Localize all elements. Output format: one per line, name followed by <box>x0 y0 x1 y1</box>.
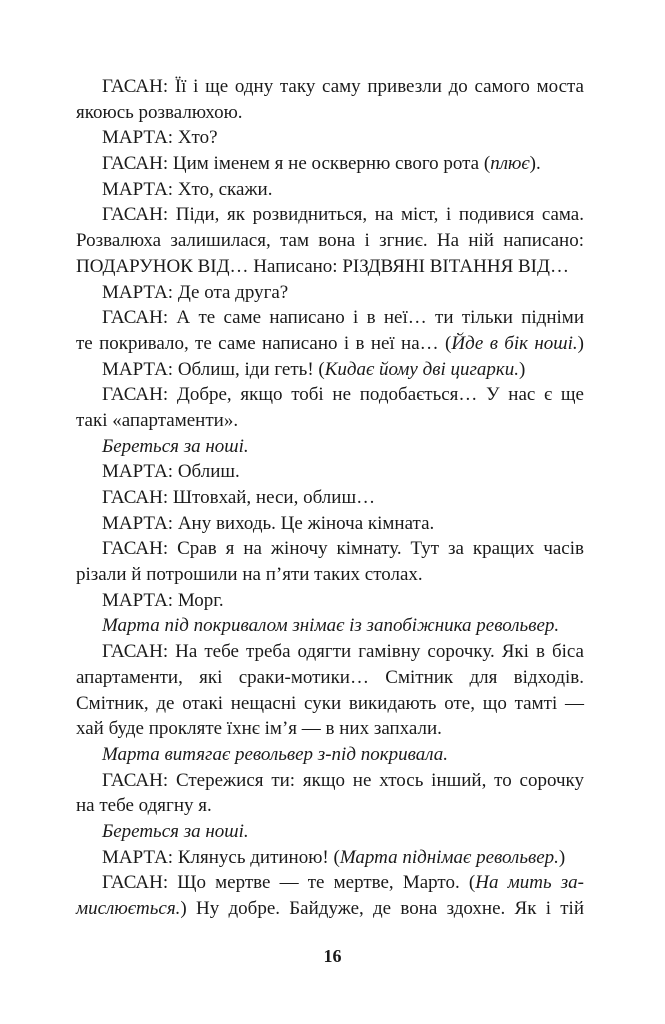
text-line: МАРТА: Хто? <box>102 127 218 149</box>
text-line: МАРТА: Ану виходь. Це жіноча кімната. <box>102 512 435 534</box>
text-line: ГАСАН: Цим іменем я не оскверню свого рота (плює). <box>102 153 541 175</box>
text-line: ГАСАН: Добре, якщо тобі не подобається… У нас є ще <box>102 384 584 406</box>
text-line: апартаменти, які сраки-мотики… Смітник для відходів. <box>76 666 584 688</box>
text-line: ГАСАН: А те саме написано і в неї… ти тільки підніми <box>102 307 584 329</box>
text-line: на тебе одягну я. <box>76 795 212 817</box>
text-line: те покривало, те саме написано і в неї на… (Йде в бік ноші.) <box>76 332 584 354</box>
text-line: МАРТА: Хто, скажи. <box>102 178 273 200</box>
text-line: ГАСАН: Штовхай, неси, облиш… <box>102 487 376 508</box>
text-line: такі «апартаменти». <box>76 409 239 431</box>
stage-direction: Береться за ноші. <box>102 820 249 842</box>
text-line: Розвалюха залишилася, там вона і згниє. На ній написано: <box>76 230 584 252</box>
page-text <box>76 74 584 922</box>
text-line: МАРТА: Клянусь дитиною! (Марта піднімає револьвер.) <box>102 846 566 868</box>
text-line: ГАСАН: Срав я на жіночу кімнату. Тут за кращих часів <box>102 538 584 560</box>
text-line: ПОДАРУНОК ВІД… Написано: РІЗДВЯНІ ВІТАННЯ ВІД… <box>76 255 569 277</box>
text-line: якоюсь розвалюхою. <box>76 101 243 123</box>
text-line: МАРТА: Облиш. <box>102 461 240 483</box>
stage-direction: Марта під покривалом знімає із запобіжника револьвер. <box>102 615 560 637</box>
text-line: різали й потрошили на п’яти таких столах. <box>76 564 423 586</box>
text-line: ГАСАН: Що мертве — те мертве, Марто. (На мить за- <box>102 872 584 894</box>
text-line: МАРТА: Морг. <box>102 589 224 611</box>
stage-direction: Марта витягає револьвер з-під покривала. <box>102 743 448 765</box>
text-line: Смітник, де отакі нещасні суки викидають оте, що тамті — <box>76 692 584 714</box>
text-line: хай буде прокляте їхнє ім’я — в них запхали. <box>76 718 442 740</box>
text-line: ГАСАН: На тебе треба одягти гамівну сорочку. Які в біса <box>102 641 584 663</box>
text-line: МАРТА: Облиш, іди геть! (Кидає йому дві цигарки.) <box>102 358 526 380</box>
text-line: мислюється.) Ну добре. Байдуже, де вона здохне. Як і тій <box>76 898 584 919</box>
text-line: ГАСАН: Піди, як розвидниться, на міст, і подивися сама. <box>102 204 584 226</box>
text-line: ГАСАН: Стережися ти: якщо не хтось інший, то сорочку <box>102 769 584 791</box>
stage-direction: Береться за ноші. <box>102 435 249 457</box>
text-line: МАРТА: Де ота друга? <box>102 281 289 303</box>
page-number: 16 <box>323 946 342 966</box>
text-line: ГАСАН: Її і ще одну таку саму привезли до самого моста <box>102 76 584 97</box>
